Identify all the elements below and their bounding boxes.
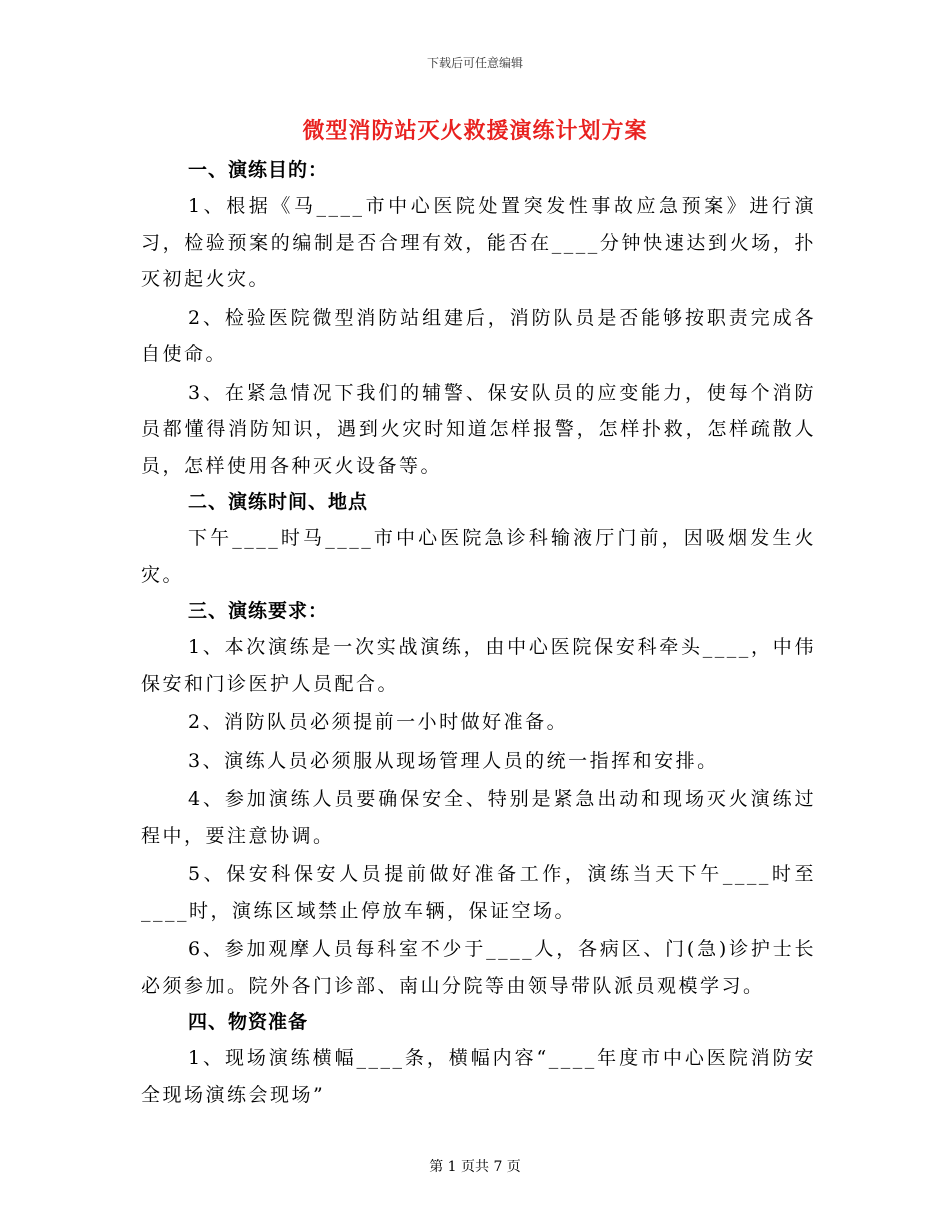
paragraph: 下午____时马____市中心医院急诊科输液厅门前，因吸烟发生火灾。 xyxy=(141,527,816,586)
section-heading: 二、演练时间、地点 xyxy=(188,491,369,513)
paragraph: 4、参加演练人员要确保安全、特别是紧急出动和现场灭火演练过程中，要注意协调。 xyxy=(141,788,816,847)
paragraph: 2、检验医院微型消防站组建后，消防队员是否能够按职责完成各自使命。 xyxy=(141,306,816,365)
paragraph: 6、参加观摩人员每科室不少于____人，各病区、门(急)诊护士长必须参加。院外各门诊部、南山分院等由领导带队派员观模学习。 xyxy=(141,938,816,997)
paragraph: 1、本次演练是一次实战演练，由中心医院保安科牵头____，中伟保安和门诊医护人员配合。 xyxy=(141,636,816,695)
document-body xyxy=(141,152,816,1113)
paragraph: 3、在紧急情况下我们的辅警、保安队员的应变能力，使每个消防员都懂得消防知识，遇到火灾时知道怎样报警，怎样扑救，怎样疏散人员，怎样使用各种灭火设备等。 xyxy=(141,381,816,477)
section-time-place xyxy=(141,484,816,593)
paragraph: 3、演练人员必须服从现场管理人员的统一指挥和安排。 xyxy=(188,749,719,772)
paragraph: 2、消防队员必须提前一小时做好准备。 xyxy=(188,711,569,733)
paragraph: 1、根据《马____市中心医院处置突发性事故应急预案》进行演习，检验预案的编制是否合理有效，能否在____分钟快速达到火场，扑灭初起火灾。 xyxy=(141,195,816,290)
section-purpose xyxy=(141,152,816,484)
section-heading: 一、演练目的： xyxy=(188,159,329,181)
paragraph: 1、现场演练横幅____条，横幅内容“____年度市中心医院消防安全现场演练会现场” xyxy=(141,1047,816,1106)
section-heading: 三、演练要求： xyxy=(188,600,329,622)
document-title: 微型消防站灭火救援演练计划方案 xyxy=(302,118,648,144)
header-note: 下载后可任意编辑 xyxy=(426,56,523,70)
page-number-footer: 第 1 页共 7 页 xyxy=(429,1159,521,1175)
section-heading: 四、物资准备 xyxy=(188,1011,309,1033)
section-materials xyxy=(141,1004,816,1113)
section-requirements xyxy=(141,593,816,1004)
paragraph: 5、保安科保安人员提前做好准备工作，演练当天下午____时至____时，演练区域禁止停放车辆，保证空场。 xyxy=(141,863,816,922)
